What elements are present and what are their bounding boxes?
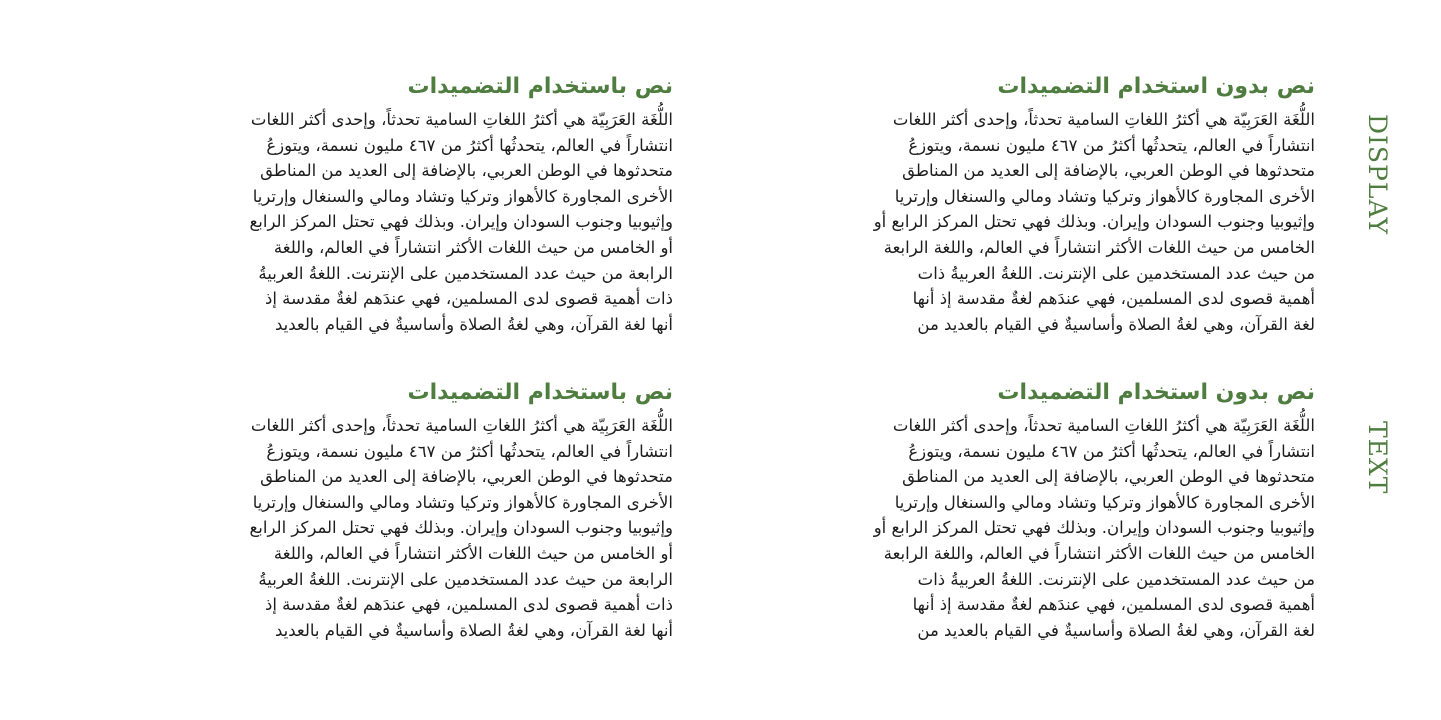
paragraph-line: لغة القرآن، وهي لغةُ الصلاة وأساسيةٌ في القيام بالعديد من: [917, 620, 1315, 640]
paragraph-line: انتشاراً في العالم، يتحدثُها أكثرُ من ٤٦٧ مليون نسمة، ويتوزعُ: [266, 441, 673, 461]
display-without-ligatures-block: [775, 73, 1315, 337]
paragraph-line: أو الخامس من حيث اللغات الأكثر انتشاراً في العالم، واللغة: [273, 237, 673, 257]
block-heading: نص بدون استخدام التضميدات: [997, 74, 1315, 99]
paragraph-line: الأخرى المجاورة كالأهواز وتركيا وتشاد ومالي والسنغال وإرتريا: [252, 492, 673, 512]
paragraph-line: اللُّغَة العَرَبِيّة هي أكثرُ اللغاتِ السامية تحدثاً، وإحدى أكثر اللغات: [250, 110, 673, 129]
block-heading: نص باستخدام التضميدات: [407, 380, 673, 405]
text-side-label: TEXT: [1363, 421, 1392, 495]
paragraph-line: من حيث عدد المستخدمين على الإنترنت. اللغةُ العربيةُ ذات: [917, 569, 1315, 589]
paragraph-line: الرابعة من حيث عدد المستخدمين على الإنترنت. اللغةُ العربيةُ: [258, 263, 673, 283]
paragraph-line: انتشاراً في العالم، يتحدثُها أكثرُ من ٤٦٧ مليون نسمة، ويتوزعُ: [266, 135, 673, 155]
block-paragraph: [133, 107, 673, 337]
paragraph-line: من حيث عدد المستخدمين على الإنترنت. اللغةُ العربيةُ ذات: [917, 263, 1315, 283]
block-heading: نص باستخدام التضميدات: [407, 74, 673, 99]
block-paragraph: [775, 107, 1315, 337]
text-without-ligatures-block: [775, 379, 1315, 643]
paragraph-line: لغة القرآن، وهي لغةُ الصلاة وأساسيةٌ في القيام بالعديد من: [917, 314, 1315, 334]
paragraph-line: الخامس من حيث اللغات الأكثر انتشاراً في العالم، واللغة الرابعة: [883, 543, 1315, 563]
paragraph-line: ذات أهمية قصوى لدى المسلمين، فهي عندَهم لغةٌ مقدسة إذ: [265, 289, 673, 309]
paragraph-line: وإثيوبيا وجنوب السودان وإيران. وبذلك فهي تحتل المركز الرابع: [249, 518, 673, 538]
text-with-ligatures-block: [133, 379, 673, 643]
paragraph-line: الخامس من حيث اللغات الأكثر انتشاراً في العالم، واللغة الرابعة: [883, 237, 1315, 257]
paragraph-line: الأخرى المجاورة كالأهواز وتركيا وتشاد ومالي والسنغال وإرتريا: [894, 492, 1315, 512]
paragraph-line: وإثيوبيا وجنوب السودان وإيران. وبذلك فهي تحتل المركز الرابع أو: [873, 518, 1315, 538]
paragraph-line: أنها لغة القرآن، وهي لغةُ الصلاة وأساسيةٌ في القيام بالعديد: [275, 314, 673, 334]
paragraph-line: أهمية قصوى لدى المسلمين، فهي عندَهم لغةٌ مقدسة إذ أنها: [912, 595, 1315, 615]
paragraph-line: ذات أهمية قصوى لدى المسلمين، فهي عندَهم لغةٌ مقدسة إذ: [265, 595, 673, 615]
block-paragraph: [133, 413, 673, 643]
display-with-ligatures-block: [133, 73, 673, 337]
paragraph-line: أهمية قصوى لدى المسلمين، فهي عندَهم لغةٌ مقدسة إذ أنها: [912, 289, 1315, 309]
paragraph-line: الأخرى المجاورة كالأهواز وتركيا وتشاد ومالي والسنغال وإرتريا: [894, 186, 1315, 206]
display-side-label: DISPLAY: [1363, 114, 1392, 236]
paragraph-line: انتشاراً في العالم، يتحدثُها أكثرُ من ٤٦٧ مليون نسمة، ويتوزعُ: [908, 441, 1315, 461]
paragraph-line: اللُّغَة العَرَبِيّة هي أكثرُ اللغاتِ السامية تحدثاً، وإحدى أكثر اللغات: [892, 416, 1315, 435]
paragraph-line: الرابعة من حيث عدد المستخدمين على الإنترنت. اللغةُ العربيةُ: [258, 569, 673, 589]
paragraph-line: متحدثوها في الوطن العربي، بالإضافة إلى العديد من المناطق: [260, 161, 673, 181]
paragraph-line: اللُّغَة العَرَبِيّة هي أكثرُ اللغاتِ السامية تحدثاً، وإحدى أكثر اللغات: [250, 416, 673, 435]
paragraph-line: متحدثوها في الوطن العربي، بالإضافة إلى العديد من المناطق: [902, 467, 1315, 487]
paragraph-line: الأخرى المجاورة كالأهواز وتركيا وتشاد ومالي والسنغال وإرتريا: [252, 186, 673, 206]
block-heading: نص بدون استخدام التضميدات: [997, 380, 1315, 405]
paragraph-line: وإثيوبيا وجنوب السودان وإيران. وبذلك فهي تحتل المركز الرابع أو: [873, 212, 1315, 232]
paragraph-line: أنها لغة القرآن، وهي لغةُ الصلاة وأساسيةٌ في القيام بالعديد: [275, 620, 673, 640]
paragraph-line: انتشاراً في العالم، يتحدثُها أكثرُ من ٤٦٧ مليون نسمة، ويتوزعُ: [908, 135, 1315, 155]
paragraph-line: وإثيوبيا وجنوب السودان وإيران. وبذلك فهي تحتل المركز الرابع: [249, 212, 673, 232]
paragraph-line: أو الخامس من حيث اللغات الأكثر انتشاراً في العالم، واللغة: [273, 543, 673, 563]
block-paragraph: [775, 413, 1315, 643]
paragraph-line: متحدثوها في الوطن العربي، بالإضافة إلى العديد من المناطق: [902, 161, 1315, 181]
paragraph-line: اللُّغَة العَرَبِيّة هي أكثرُ اللغاتِ السامية تحدثاً، وإحدى أكثر اللغات: [892, 110, 1315, 129]
paragraph-line: متحدثوها في الوطن العربي، بالإضافة إلى العديد من المناطق: [260, 467, 673, 487]
